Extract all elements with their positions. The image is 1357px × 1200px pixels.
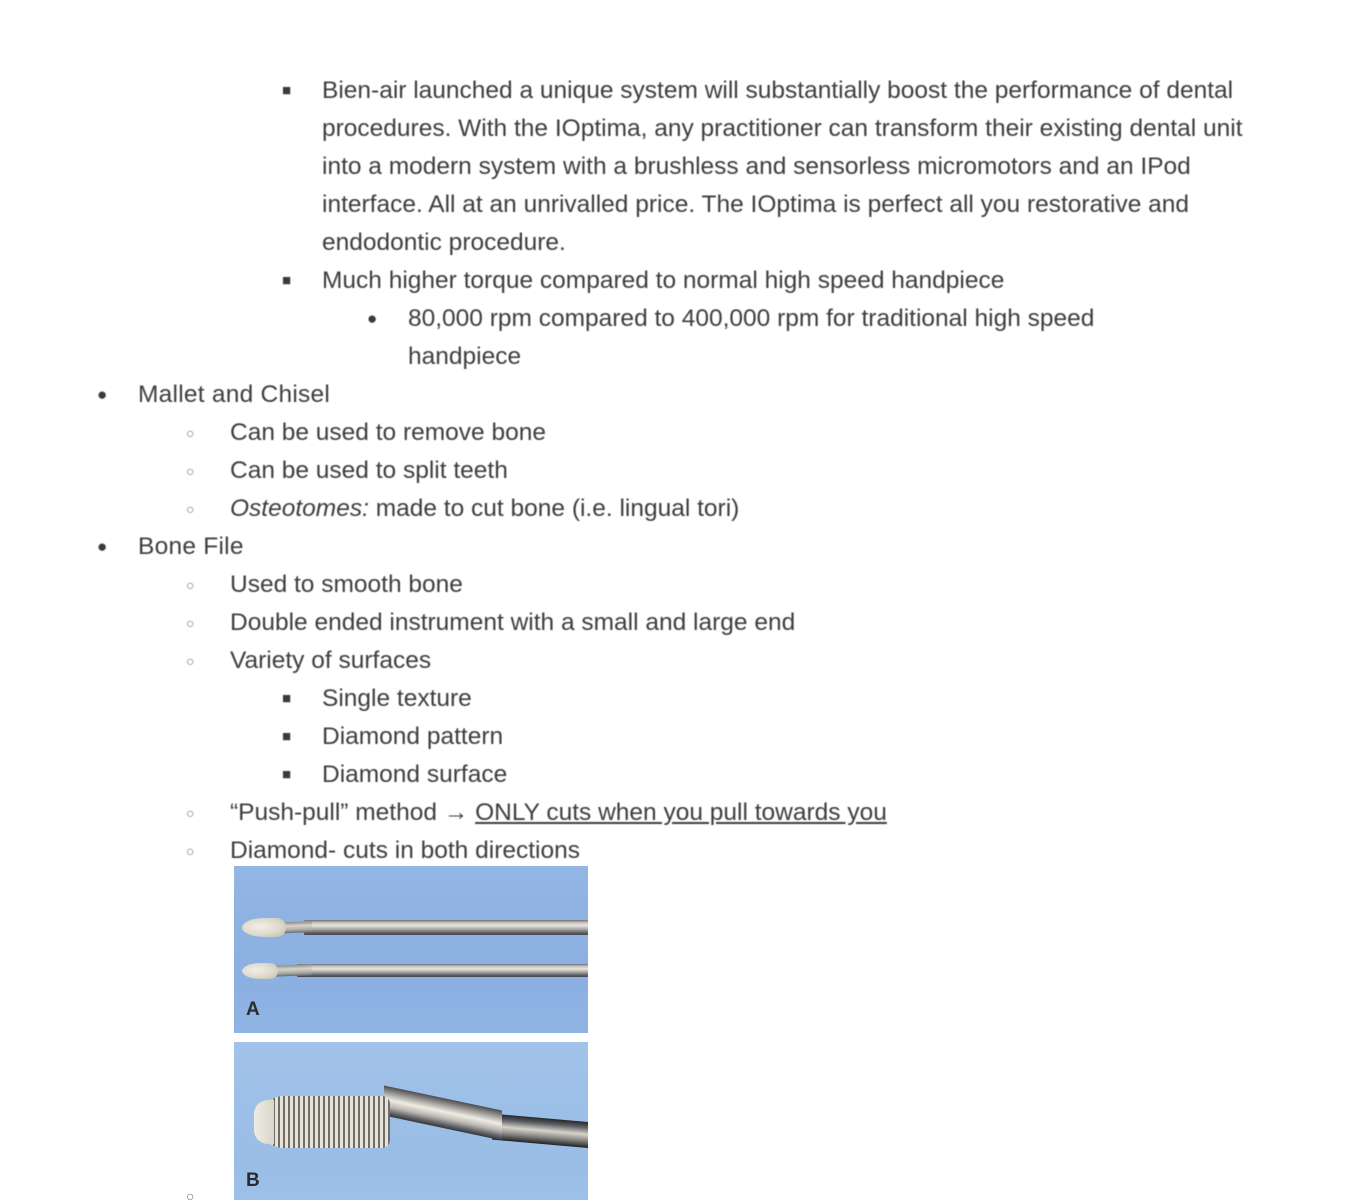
- push-pull-underlined-text: ONLY cuts when you pull towards you: [475, 799, 887, 826]
- instrument-distal-shaft: [492, 1114, 588, 1149]
- circle-bullet-icon: ○: [186, 577, 195, 593]
- list-item-mallet-and-chisel: [0, 376, 1357, 414]
- bullet-list-level-2-bone-file-a: [0, 566, 1357, 680]
- square-bullet-icon: ■: [282, 766, 292, 783]
- list-item-text: Mallet and Chisel: [138, 381, 331, 408]
- list-item-text: Bone File: [138, 533, 244, 560]
- bullet-list-level-4: [0, 300, 1357, 376]
- circle-bullet-icon: ○: [186, 425, 195, 441]
- circle-bullet-icon: ○: [186, 615, 195, 631]
- instrument-shank: [304, 920, 588, 935]
- square-bullet-icon: ■: [282, 272, 292, 289]
- list-item-text: Can be used to split teeth: [230, 457, 508, 484]
- list-item-text: Single texture: [322, 685, 472, 712]
- list-item-bien-air: [0, 72, 1357, 262]
- figure-b-bone-file-closeup-photo: [234, 1042, 588, 1200]
- square-bullet-icon: ■: [282, 690, 292, 707]
- bullet-list-level-3-top: [0, 0, 1357, 300]
- list-item-diamond-pattern: [0, 718, 1357, 756]
- list-item-text: Used to smooth bone: [230, 571, 463, 598]
- list-item-push-pull: [0, 794, 1357, 832]
- list-item-double-ended: [0, 604, 1357, 642]
- instrument-shank: [297, 964, 588, 977]
- list-item-diamond-surface: [0, 756, 1357, 794]
- list-item-text: Diamond pattern: [322, 723, 504, 750]
- circle-bullet-icon: ○: [186, 501, 195, 517]
- circle-bullet-icon: ○: [186, 463, 195, 479]
- list-item-text: Bien-air launched a unique system will substantially boost the performance of dental procedures. With the IOptima, any practitioner can transform their existing dental unit into a modern system with a brushless and sensorless micromotors and an IPod interface. All at an unrivalled price. The IOptima is perfect all you restorative and endodontic procedure.: [322, 77, 1243, 256]
- list-item-higher-torque: [0, 262, 1357, 300]
- list-item-remove-bone: [0, 414, 1357, 452]
- bone-file-instrument-upper: [242, 918, 588, 937]
- instrument-blade-tip: [254, 1100, 274, 1144]
- list-item-rpm-compare: [0, 300, 1357, 376]
- list-item-osteotomes: [0, 490, 1357, 528]
- disc-bullet-icon: ●: [97, 385, 108, 404]
- osteotomes-term: Osteotomes:: [230, 495, 369, 522]
- list-item-smooth-bone: [0, 566, 1357, 604]
- circle-bullet-icon: ○: [186, 805, 195, 821]
- list-item-text: [230, 794, 1357, 832]
- list-item-text: Double ended instrument with a small and large end: [230, 609, 796, 636]
- bullet-list-level-1-mallet: [0, 376, 1357, 414]
- list-item-text: Much higher torque compared to normal high speed handpiece: [322, 267, 1005, 294]
- figure-b-label: B: [246, 1170, 260, 1191]
- push-pull-plain-text: “Push-pull” method →: [230, 799, 476, 826]
- bullet-list-level-2-mallet: [0, 414, 1357, 528]
- list-item-bone-file: [0, 528, 1357, 566]
- instrument-working-tip: [242, 963, 278, 979]
- list-item-text: Diamond- cuts in both directions: [230, 837, 580, 864]
- disc-bullet-icon: ●: [97, 537, 108, 556]
- list-item-diamond-both-directions: [0, 832, 1357, 870]
- bullet-list-level-3-surfaces: [0, 680, 1357, 794]
- bullet-list-level-2-bone-file-b: [0, 794, 1357, 870]
- disc-bullet-icon: ●: [367, 309, 378, 328]
- square-bullet-icon: ■: [282, 728, 292, 745]
- circle-bullet-icon: ○: [186, 653, 195, 669]
- list-item-text: Diamond surface: [322, 761, 508, 788]
- osteotomes-definition: made to cut bone (i.e. lingual tori): [368, 495, 740, 522]
- bone-file-instrument-lower: [242, 961, 588, 980]
- square-bullet-icon: ■: [282, 82, 292, 99]
- list-item-text: [230, 490, 1357, 528]
- list-item-text: 80,000 rpm compared to 400,000 rpm for traditional high speed handpiece: [408, 305, 1095, 370]
- instrument-neck: [272, 964, 312, 976]
- list-item-variety-of-surfaces: [0, 642, 1357, 680]
- bullet-list-level-1-bone-file: [0, 528, 1357, 566]
- instrument-proximal-shaft: [384, 1085, 502, 1140]
- circle-bullet-icon: ○: [186, 843, 195, 859]
- list-item-text: Can be used to remove bone: [230, 419, 546, 446]
- instrument-ridged-working-surface: [258, 1096, 390, 1148]
- instrument-working-tip: [242, 918, 286, 937]
- list-item-split-teeth: [0, 452, 1357, 490]
- list-item-text: Variety of surfaces: [230, 647, 432, 674]
- figure-a-bone-files-photo: [234, 866, 588, 1033]
- circle-bullet-icon-clipped: ○: [186, 1188, 195, 1200]
- list-item-single-texture: [0, 680, 1357, 718]
- figure-a-label: A: [246, 999, 260, 1020]
